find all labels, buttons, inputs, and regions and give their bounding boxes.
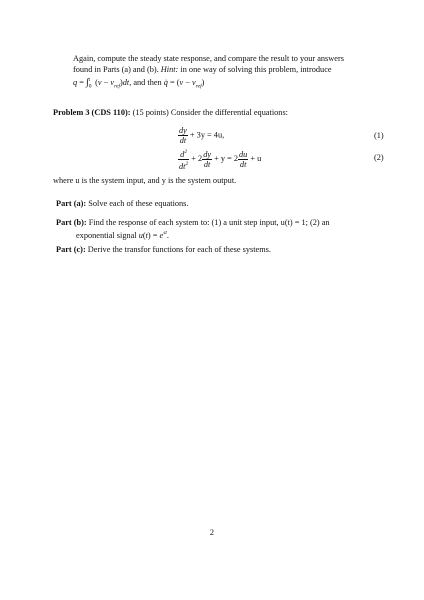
intro-line-2-b: in one way of solving this problem, introduce [180, 65, 332, 75]
intro-line-3: $q = \int_0^t$ $(v - v_{ref})dt$, and then q̇ = $(v - v_{ref})$ [73, 77, 205, 90]
page-number: 2 [209, 528, 215, 537]
part-a-label: Part (a): [56, 199, 87, 208]
part-b [56, 217, 391, 241]
intro-line-2-a: found in Parts (a) and (b). [73, 65, 159, 75]
equation-1 [178, 126, 224, 145]
where-sentence: where u is the system input, and y is the system output. [53, 176, 237, 185]
equation-2-number: (2) [374, 153, 384, 162]
equation-2 [178, 148, 261, 171]
part-a-text: Solve each of these equations. [88, 199, 189, 208]
fraction-du-dt: $\frac{du}{dt}$ [239, 149, 248, 169]
intro-line-2 [73, 64, 391, 75]
problem-text: (15 points) Consider the differential equations: [132, 108, 288, 117]
part-c [56, 244, 271, 255]
eq2-end: + u [250, 154, 262, 164]
fraction-dy-dt: $\frac{dy}{dt}$ [179, 126, 187, 145]
hint-label: Hint: [160, 65, 179, 75]
part-a [56, 198, 189, 209]
intro-paragraph [73, 53, 391, 93]
part-b-label: Part (b): [56, 218, 87, 227]
fraction-d2-dt2: $\frac{d^2}{dt^2}$ [179, 149, 189, 171]
equation-1-number: (1) [374, 131, 384, 140]
fraction-dy-dt-2: $\frac{dy}{dt}$ [203, 149, 212, 169]
part-c-label: Part (c): [56, 245, 86, 254]
part-b-text-1: Find the response of each system to: (1) a unit step input, u(t) = 1; (2) an [88, 218, 330, 227]
part-b-line-2: exponential signal $u(t) = e^{st}$. [76, 230, 169, 240]
part-c-text: Derive the transfor functions for each of these systems. [87, 245, 271, 254]
problem-label: Problem 3 (CDS 110): [53, 108, 131, 117]
intro-line-1: Again, compute the steady state response, and compare the result to your answers [73, 54, 344, 63]
problem-heading [53, 107, 288, 118]
eq2-mid: + 2 [191, 154, 203, 164]
eq2-mid2: + y = 2 [214, 154, 239, 164]
eq1-rhs: + 3y = 4u, [189, 130, 225, 140]
